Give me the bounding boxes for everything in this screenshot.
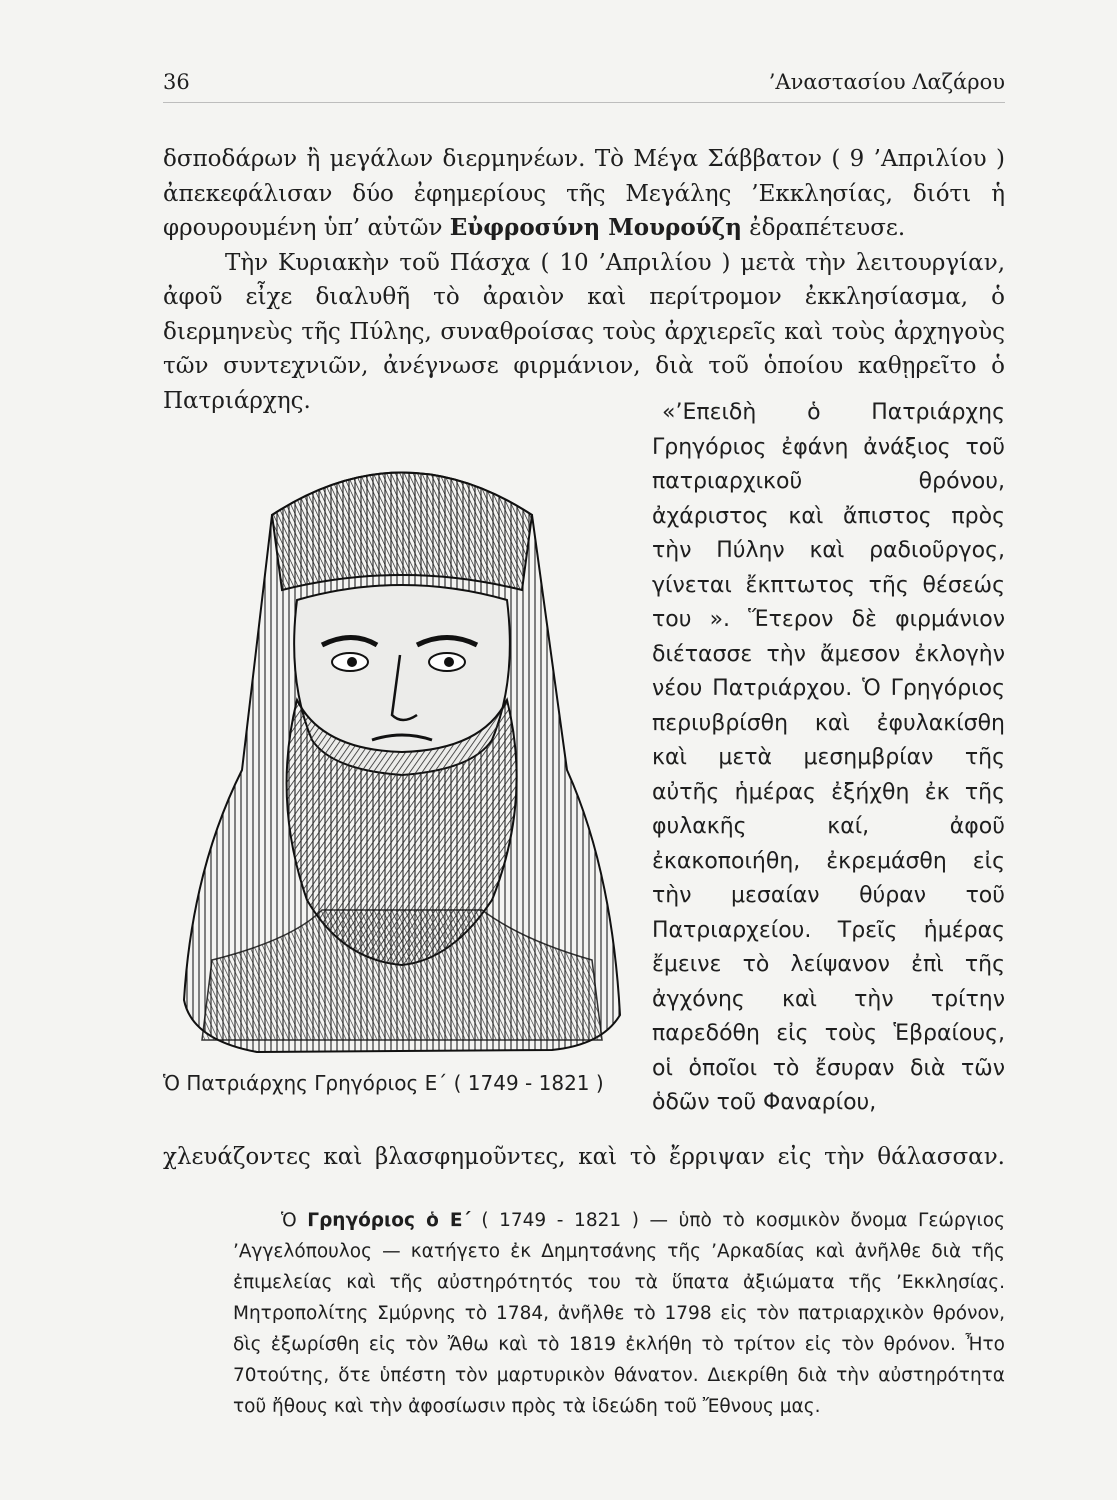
paragraph-continuation: χλευάζοντες καὶ βλασφημοῦντες, καὶ τὸ ἔρριψαν εἰς τὴν θάλασσαν. <box>163 1144 1005 1170</box>
bold-name: Εὐφροσύνη Μουρούζη <box>449 214 742 241</box>
paragraph: «’Επειδὴ ὁ Πατριάρχης Γρηγόριος ἐφάνη ἀνάξιος τοῦ πατριαρχικοῦ θρόνου, ἀχάριστος καὶ ἄπιστος πρὸς τὴν Πύλην καὶ ραδιοῦργος, γίνεται ἔκπτωτος τῆς θέσεώς του ». Ἕτερον δὲ φιρμάνιον διέτασσε τὴν ἄμεσον ἐκλογὴν νέου Πατριάρχου. Ὁ Γρηγόριος περιυβρίσθη καὶ ἐφυλακίσθη καὶ μετὰ μεσημβρίαν τῆς αὐτῆς ἡμέρας ἐξήχθη ἐκ τῆς φυλακῆς καί, ἀφοῦ ἐκακοποιήθη, ἐκρεμάσθη εἰς τὴν μεσαίαν θύραν τοῦ Πατριαρχείου. Τρεῖς ἡμέρας ἔμεινε τὸ λείψανον ἐπὶ τῆς ἀγχόνης καὶ τὴν τρίτην παρεδόθη εἰς τοὺς Ἑβραίους, οἱ ὁποῖοι τὸ ἔσυραν διὰ τῶν ὁδῶν τοῦ Φαναρίου, <box>652 400 1005 1115</box>
body-text <box>163 142 1005 418</box>
footnote: Ὁ Γρηγόριος ὁ Ε΄ ( 1749 - 1821 ) — ὑπὸ τὸ κοσμικὸν ὄνομα Γεώργιος ’Αγγελόπουλος — κατήγετο ἐκ Δημητσάνης τῆς ’Αρκαδίας καὶ ἀνῆλθε διὰ τῆς ἐπιμελείας καὶ τῆς αὐστηρότητός του τὰ ὕπατα ἀξιώματα τῆς ’Εκκλησίας. Μητροπολίτης Σμύρνης τὸ 1784, ἀνῆλθε τὸ 1798 εἰς τὸν πατριαρχικὸν θρόνον, δὶς ἐξωρίσθη εἰς τὸν Ἄθω καὶ τὸ 1819 ἐκλήθη τὸ τρίτον εἰς τὸν θρόνον. Ἦτο 70τούτης, ὅτε ὑπέστη τὸν μαρτυρικὸν θάνατον. Διεκρίθη διὰ τὴν αὐστηρότητα τοῦ ἤθους καὶ τὴν ἀφοσίωσιν πρὸς τὰ ἰδεώδη τοῦ Ἔθνους μας. <box>233 1210 1005 1417</box>
footnote-bold-name: Γρηγόριος ὁ Ε΄ <box>307 1210 471 1231</box>
portrait-engraving <box>172 440 632 1070</box>
page-header <box>163 68 1005 103</box>
page-number: 36 <box>163 70 190 94</box>
figure-caption: Ὁ Πατριάρχης Γρηγόριος Ε΄ ( 1749 - 1821 ) <box>163 1071 604 1095</box>
paragraph: δσποδάρων ἢ μεγάλων διερμηνέων. Τὸ Μέγα Σάββατον ( 9 ’Απριλίου ) ἀπεκεφάλισαν δύο ἐφημερίους τῆς Μεγάλης ’Εκκλησίας, διότι ἡ φρουρουμένη ὑπ’ αὐτῶν Εὐφροσύνη Μουρούζη ἐδραπέτευσε. <box>163 146 1005 241</box>
paragraph: Τὴν Κυριακὴν τοῦ Πάσχα ( 10 ’Απριλίου ) μετὰ τὴν λειτουργίαν, ἀφοῦ εἶχε διαλυθῆ τὸ ἀραιὸν καὶ περίτρομον ἐκκλησίασμα, ὁ διερμηνεὺς τῆς Πύλης, συναθροίσας τοὺς ἀρχιερεῖς καὶ τοὺς ἀρχηγοὺς τῶν συντεχνιῶν, ἀνέγνωσε φιρμάνιον, διὰ τοῦ ὁποίου καθῃρεῖτο ὁ Πατριάρχης. <box>163 249 1005 414</box>
running-head: ’Αναστασίου Λαζάρου <box>768 70 1005 94</box>
side-column-text <box>652 396 1005 1121</box>
